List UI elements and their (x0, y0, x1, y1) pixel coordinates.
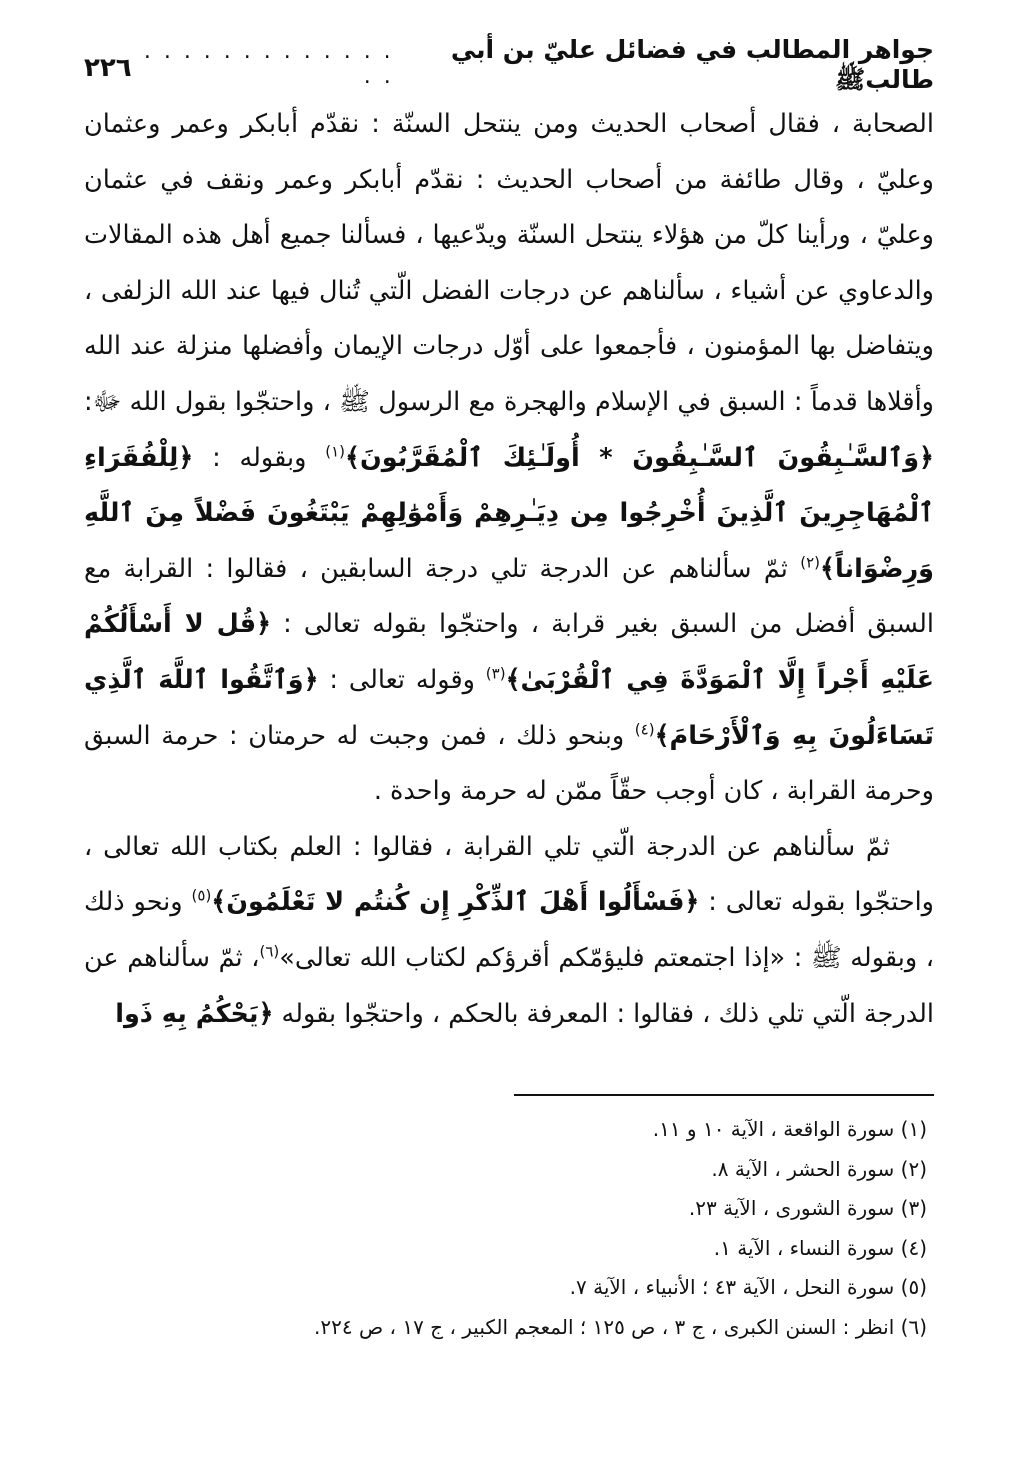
quran-quote: ﴿لِلْفُقَرَاءِ ٱلْمُهَاجِرِينَ ٱلَّذِينَ أُخْرِجُوا مِن دِيَـٰرِهِمْ وَأَمْوَٰلِهِمْ يَبْتَغُونَ فَضْلاً مِنَ ٱللَّهِ وَرِضْوَاناً﴾ (84, 442, 934, 584)
footnote-ref: (٥) (191, 886, 212, 905)
running-header (84, 35, 934, 94)
footnote-2: (٢) سورة الحشر ، الآية ٨. (711, 1156, 927, 1181)
footnote-ref: (٢) (800, 553, 820, 572)
footnote-5: (٥) سورة النحل ، الآية ٤٣ ؛ الأنبياء ، الآية ٧. (569, 1275, 927, 1300)
text-run: ثمّ سألناهم عن الدرجة الّتي تلي القرابة ، فقالوا : العلم بكتاب الله تعالى ، واحتجّوا بقوله تعالى : (84, 831, 934, 918)
text-run: الصحابة ، فقال أصحاب الحديث ومن ينتحل السنّة : نقدّم أبابكر وعمر وعثمان وعليّ ، وقال طائفة من أصحاب الحديث : نقدّم أبابكر وعمر ونقف في عثمان وعليّ ، ورأينا كلّ من هؤلاء ينتحل السنّة ويدّعيها ، فسألنا جميع أهل هذه المقالات والدعاوي عن أشياء ، سألناهم عن درجات الفضل الّتي تُنال فيها عند الله الزلفى ، ويتفاضل بها المؤمنون ، فأجمعوا على أوّل درجات الإيمان وأفضلها منزلة عند الله وأقلاها قدماً : السبق في الإسلام والهجرة مع الرسول ﷺ ، واحتجّوا بقول الله ﷻ: (84, 109, 934, 417)
footnote-3: (٣) سورة الشورى ، الآية ٢٣. (688, 1196, 927, 1221)
text-run: ونحو ذلك ، وبقوله ﷺ : «إذا اجتمعتم فليؤمّكم أقرؤكم لكتاب الله تعالى» (84, 887, 934, 973)
quran-quote: ﴿يَحْكُمُ بِهِ ذَوا (115, 998, 274, 1029)
quran-quote: ﴿وَٱتَّقُوا ٱللَّهَ ٱلَّذِي تَسَاءَلُونَ بِهِ وَٱلْأَرْحَامَ﴾ (84, 664, 934, 751)
text-run: ، ثمّ سألناهم عن الدرجة الّتي تلي ذلك ، فقالوا : المعرفة بالحكم ، واحتجّوا بقوله (84, 942, 934, 1029)
page-number: ٢٢٦ (84, 53, 132, 83)
book-page (84, 35, 934, 1042)
footnote-ref: (١) (325, 442, 346, 461)
text-run: ثمّ سألناهم عن الدرجة تلي درجة السابقين ، فقالوا : القرابة مع السبق أفضل من السبق بغير قرابة ، واحتجّوا بقوله تعالى : (84, 553, 934, 640)
footnote-6: (٦) انظر : السنن الكبرى ، ج ٣ ، ص ١٢٥ ؛ المعجم الكبير ، ج ١٧ ، ص ٢٢٤. (314, 1314, 927, 1339)
quran-quote: ﴿قُل لا أَسْأَلُكُمْ عَلَيْهِ أَجْراً إِلَّا ٱلْمَوَدَّةَ فِي ٱلْقُرْبَىٰ﴾ (84, 609, 934, 695)
footnote-ref: (٦) (259, 942, 280, 961)
text-run: وبنحو ذلك ، فمن وجبت له حرمتان : حرمة السبق وحرمة القرابة ، كان أوجب حقّاً ممّن له حرمة واحدة . (84, 720, 934, 807)
quran-quote: ﴿فَسْأَلُوا أَهْلَ ٱلذِّكْرِ إِن كُنتُم لا تَعْلَمُونَ﴾ (211, 887, 700, 918)
paragraph-1 (84, 97, 934, 820)
text-run: وقوله تعالى : (318, 664, 486, 695)
quran-quote: ﴿وَٱلسَّـٰبِقُونَ ٱلسَّـٰبِقُونَ * أُولَـٰئِكَ ٱلْمُقَرَّبُونَ﴾ (345, 442, 934, 473)
footnotes (77, 1110, 927, 1348)
header-leader-dots: . . . . . . . . . . . . . . . (143, 39, 394, 89)
footnote-1: (١) سورة الواقعة ، الآية ١٠ و ١١. (652, 1117, 927, 1141)
paragraph-2 (84, 820, 934, 1042)
book-title: جواهر المطالب في فضائل عليّ بن أبي طالبﷺ (450, 35, 934, 94)
text-run: وبقوله : (193, 442, 326, 473)
footnote-ref: (٤) (634, 720, 655, 739)
footnote-separator (514, 1094, 934, 1096)
header-title-group (132, 35, 934, 101)
footnote-ref: (٣) (485, 664, 506, 683)
body-text (84, 97, 934, 1042)
footnote-4: (٤) سورة النساء ، الآية ١. (713, 1235, 927, 1260)
